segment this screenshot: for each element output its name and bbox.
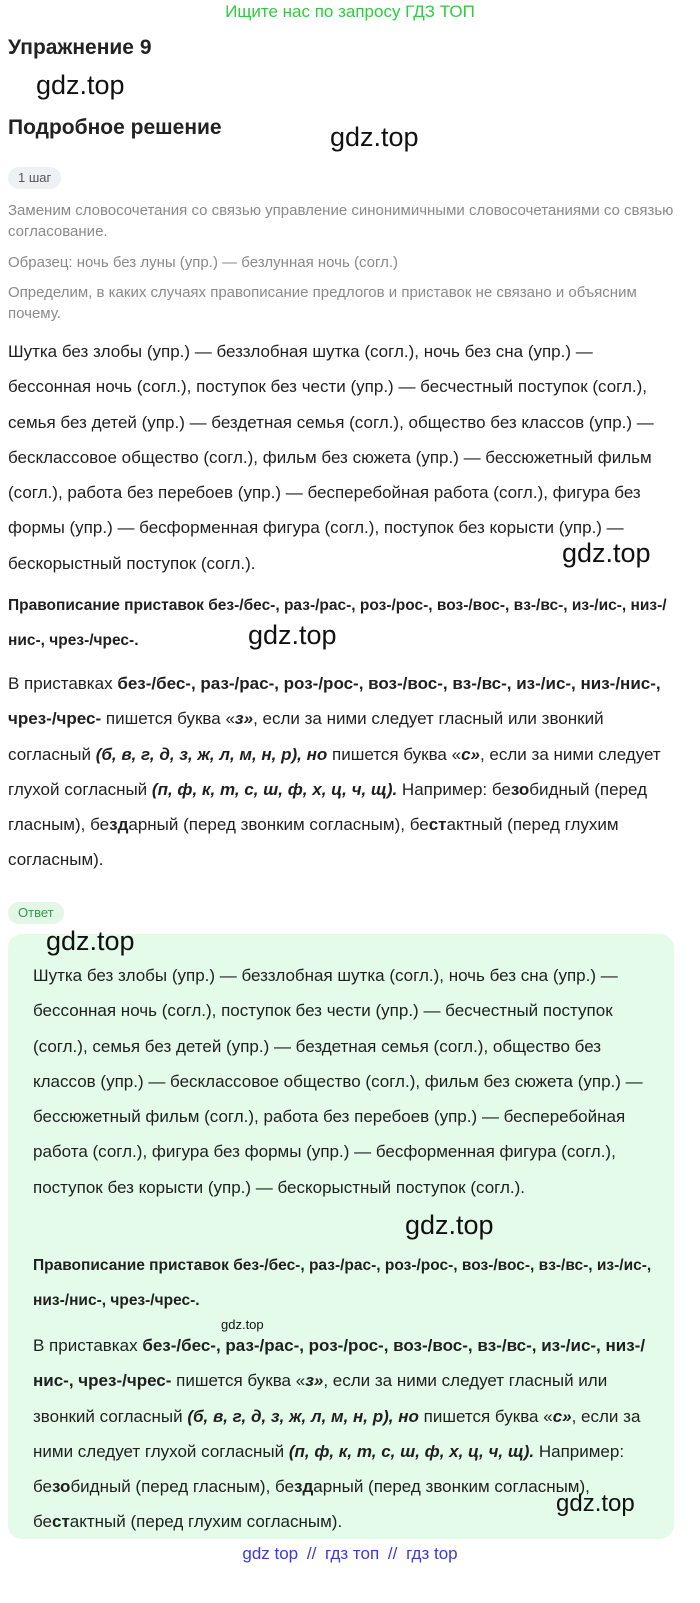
footer-link-gdz-top[interactable]: gdz top	[242, 1544, 299, 1563]
watermark: gdz.top	[562, 538, 651, 568]
step-badge: 1 шаг	[8, 167, 61, 189]
watermark: gdz.top	[405, 1210, 494, 1240]
answer-rule-text: В приставках без-/бес-, раз-/рас-, роз-/рос-, воз-/вос-, вз-/вс-, из-/ис-, низ-/нис-, чрез-/чрес- пишется буква «з», если за ними следует гласный или звонкий согласный (б, в, г, д, з, ж, л, м, н, р), но пишется буква «с», если за ними следует глухой согласный (п, ф, к, т, с, ш, ф, х, ц, ч, щ). Например: безобидный (перед гласным), бездарный (перед звонким согласным), бестактный (перед глухим согласным).	[33, 1336, 646, 1532]
watermark: gdz.top	[221, 1317, 264, 1332]
watermark: gdz.top	[248, 620, 337, 650]
rule-heading: Правописание приставок без-/бес-, раз-/рас-, роз-/рос-, воз-/вос-, вз-/вс-, из-/ис-, низ-/нис-, чрез-/чрес-.	[8, 597, 667, 650]
footer-separator: //	[306, 1544, 317, 1563]
solution-text: Шутка без злобы (упр.) — беззлобная шутка (согл.), ночь без сна (упр.) — бессонная ночь (согл.), поступок без чести (упр.) — бесчестный поступок (согл.), семья без детей (упр.) — бездетная семья (согл.), общество без классов (упр.) — бесклассовое общество (согл.), фильм без сюжета (упр.) — бессюжетный фильм (согл.), работа без перебоев (упр.) — бесперебойная работа (согл.), фигура без формы (упр.) — бесформенная фигура (согл.), поступок без корысти (упр.) — бескорыстный поступок (согл.).	[8, 342, 654, 573]
explanation-sample: Образец: ночь без луны (упр.) — безлунная ночь (согл.)	[8, 254, 399, 271]
explanation-intro: Заменим словосочетания со связью управление синонимичными словосочетаниями со связью согласование.	[8, 202, 674, 240]
explanation-task: Определим, в каких случаях правописание предлогов и приставок не связано и объясним почему.	[8, 284, 637, 322]
page-title: Упражнение 9	[8, 36, 152, 59]
footer-separator: //	[387, 1544, 398, 1563]
footer-link-gdz-top-ru[interactable]: гдз топ	[325, 1544, 380, 1563]
watermark: gdz.top	[330, 122, 419, 152]
watermark: gdz.top	[46, 926, 135, 956]
answer-badge: Ответ	[8, 902, 64, 924]
rule-text: В приставках без-/бес-, раз-/рас-, роз-/рос-, воз-/вос-, вз-/вс-, из-/ис-, низ-/нис-, чрез-/чрес- пишется буква «з», если за ними следует гласный или звонкий согласный (б, в, г, д, з, ж, л, м, н, р), но пишется буква «с», если за ними следует глухой согласный (п, ф, к, т, с, ш, ф, х, ц, ч, щ). Например: безобидный (перед гласным), бездарный (перед звонким согласным), бестактный (перед глухим согласным).	[8, 674, 661, 870]
search-hint-banner[interactable]: Ищите нас по запросу ГДЗ ТОП	[225, 2, 475, 21]
answer-rule-heading: Правописание приставок без-/бес-, раз-/рас-, роз-/рос-, воз-/вос-, вз-/вс-, из-/ис-, низ-/нис-, чрез-/чрес-.	[33, 1257, 652, 1310]
footer-link-gdz-top-mixed[interactable]: гдз top	[406, 1544, 458, 1563]
section-title: Подробное решение	[8, 116, 222, 139]
answer-solution-text: Шутка без злобы (упр.) — беззлобная шутка (согл.), ночь без сна (упр.) — бессонная ночь (согл.), поступок без чести (упр.) — бесчестный поступок (согл.), семья без детей (упр.) — бездетная семья (согл.), общество без классов (упр.) — бесклассовое общество (согл.), фильм без сюжета (упр.) — бессюжетный фильм (согл.), работа без перебоев (упр.) — бесперебойная работа (согл.), фигура без формы (упр.) — бесформенная фигура (согл.), поступок без корысти (упр.) — бескорыстный поступок (согл.).	[33, 966, 643, 1197]
watermark: gdz.top	[36, 70, 125, 100]
watermark: gdz.top	[556, 1490, 635, 1517]
footer-links	[0, 1543, 700, 1565]
